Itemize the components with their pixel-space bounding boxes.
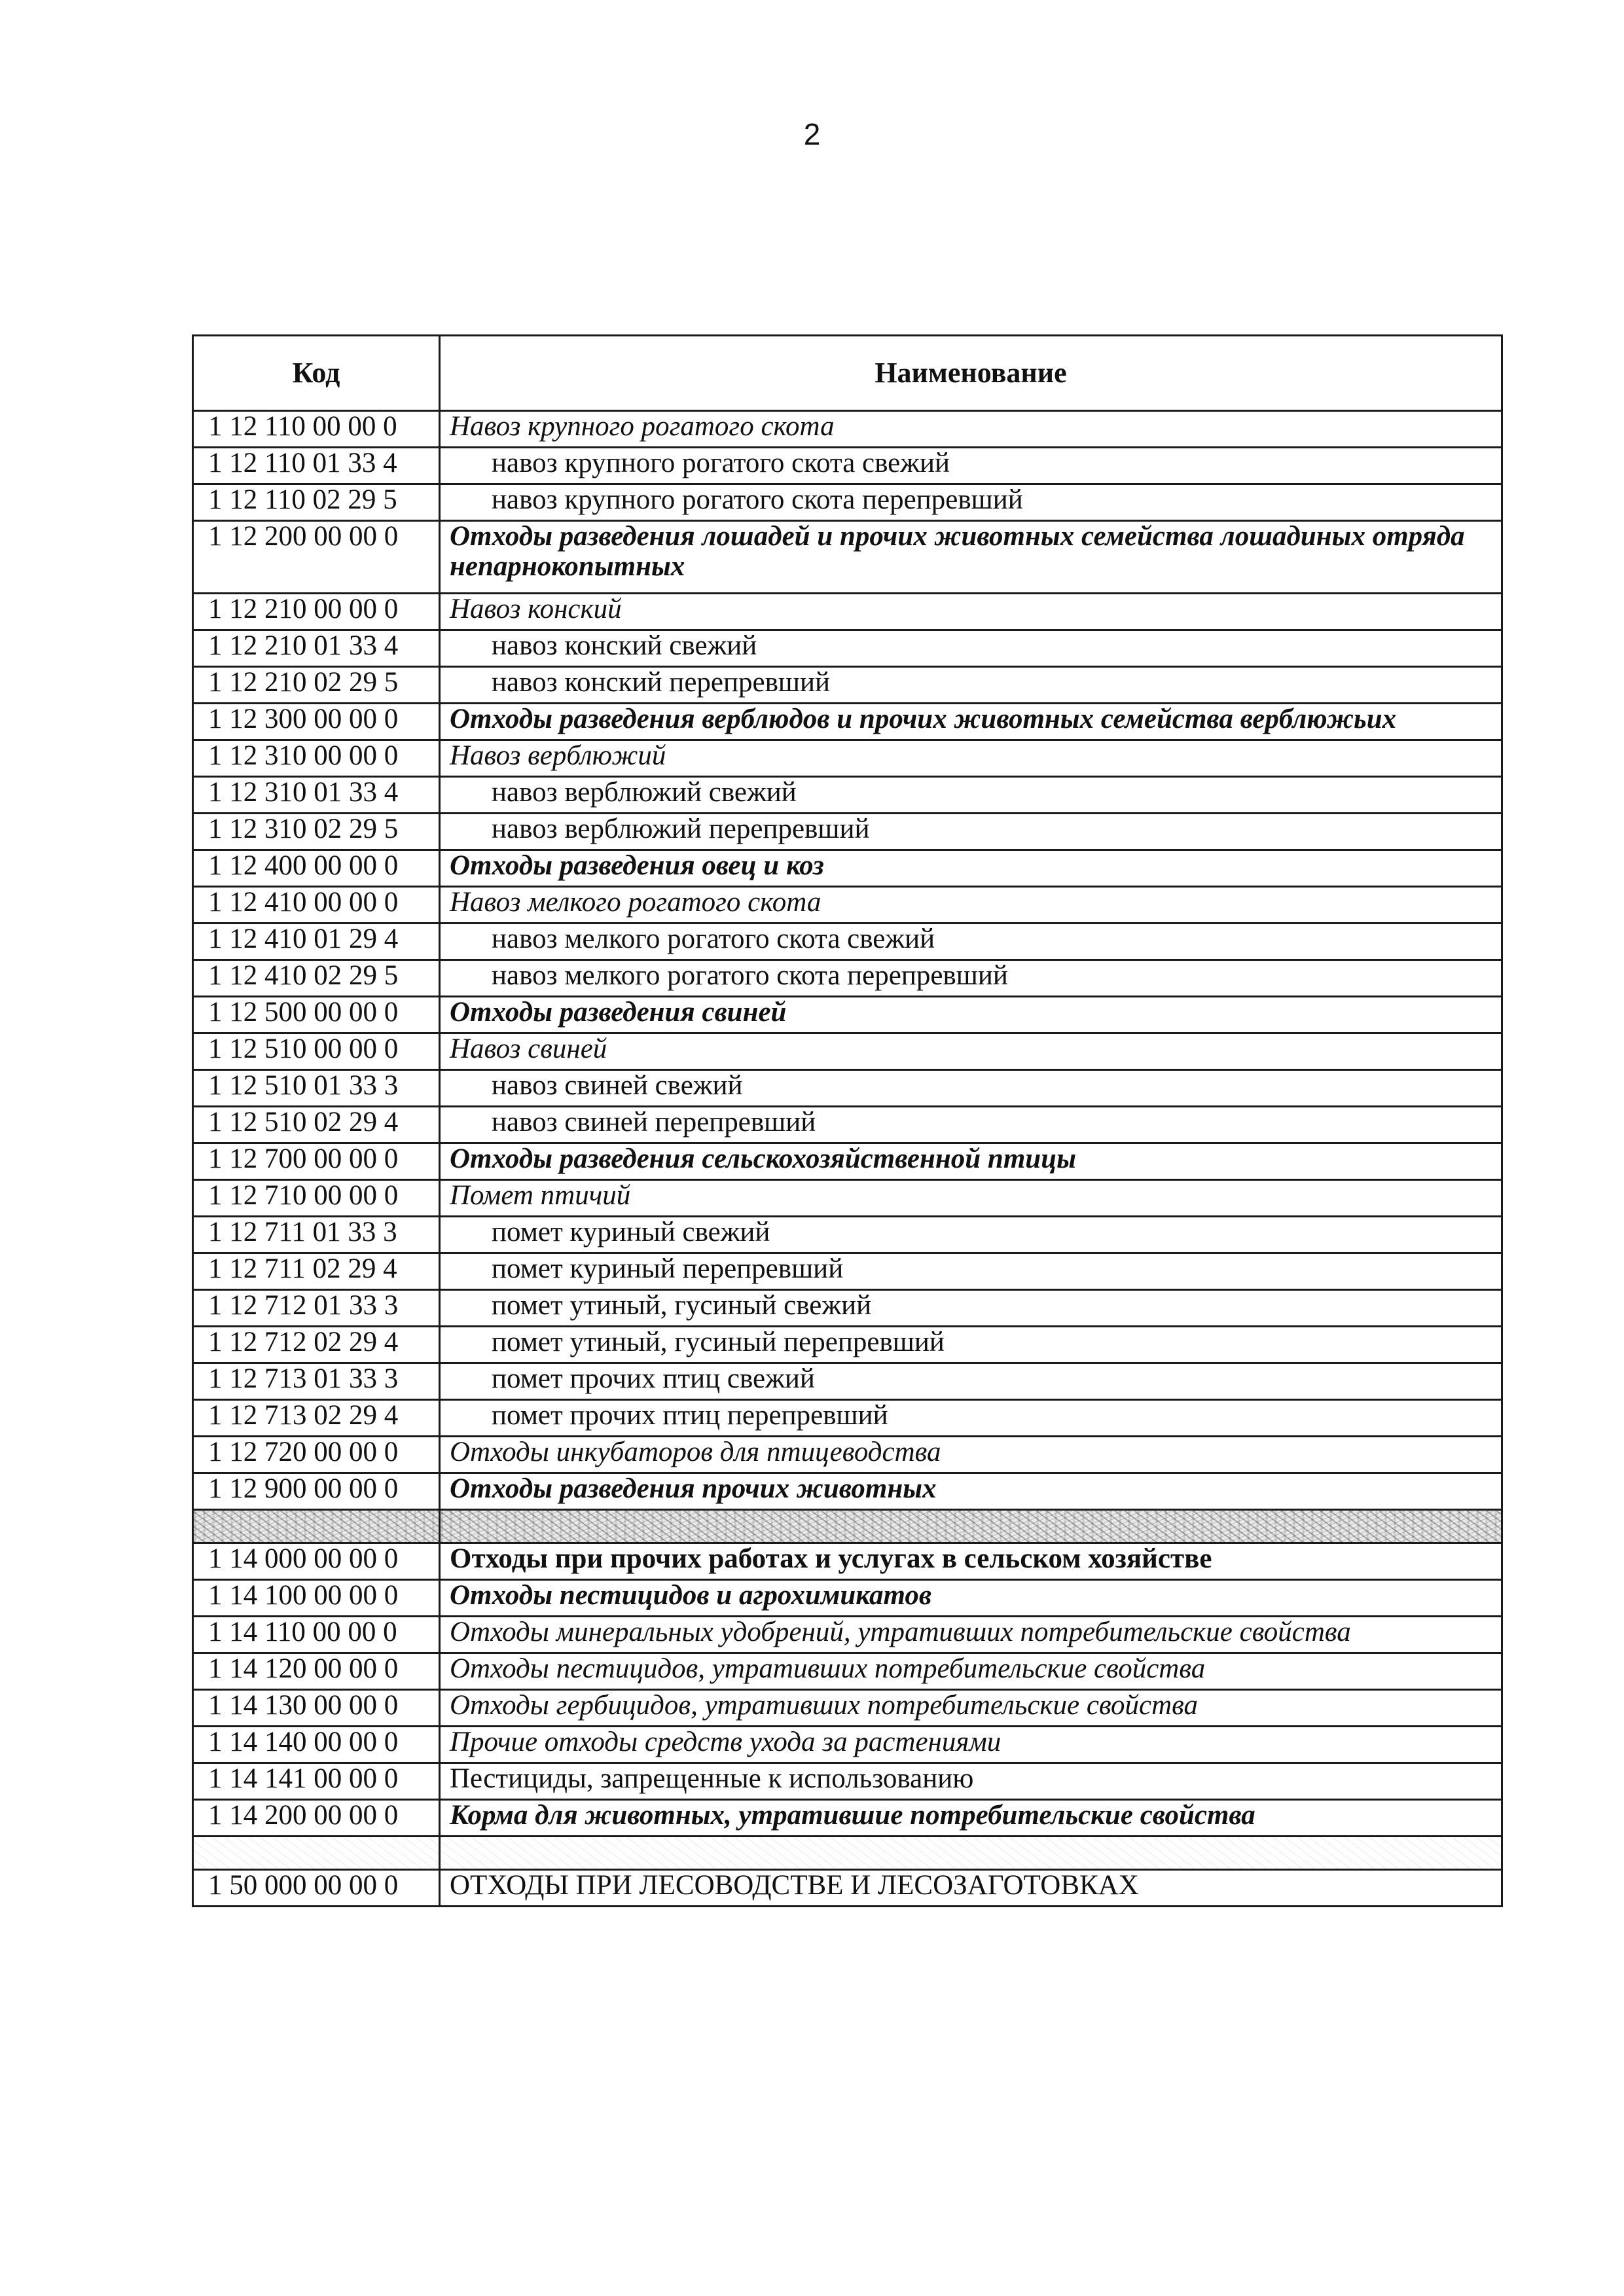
row-name: навоз крупного рогатого скота свежий	[440, 448, 1502, 484]
table-row	[193, 850, 1502, 887]
row-code: 1 12 510 02 29 4	[193, 1107, 440, 1143]
table-row	[193, 411, 1502, 448]
row-name: навоз мелкого рогатого скота свежий	[440, 924, 1502, 960]
row-code: 1 12 300 00 00 0	[193, 704, 440, 740]
row-code: 1 14 000 00 00 0	[193, 1543, 440, 1580]
row-code: 1 14 141 00 00 0	[193, 1763, 440, 1800]
table-row	[193, 740, 1502, 777]
row-code	[193, 1510, 440, 1543]
row-code: 1 12 510 01 33 3	[193, 1070, 440, 1107]
table-header-row	[193, 336, 1502, 411]
row-code: 1 12 713 01 33 3	[193, 1363, 440, 1400]
table-row	[193, 814, 1502, 850]
table-row	[193, 1033, 1502, 1070]
row-name: помет куриный свежий	[440, 1217, 1502, 1253]
row-code: 1 14 110 00 00 0	[193, 1617, 440, 1653]
table-row	[193, 1253, 1502, 1290]
table-row	[193, 1543, 1502, 1580]
row-code: 1 12 210 02 29 5	[193, 667, 440, 704]
table-row	[193, 448, 1502, 484]
row-name: навоз верблюжий свежий	[440, 777, 1502, 814]
row-name: Навоз конский	[440, 594, 1502, 630]
row-name: навоз свиней перепревший	[440, 1107, 1502, 1143]
table-row	[193, 1143, 1502, 1180]
row-name: навоз мелкого рогатого скота перепревший	[440, 960, 1502, 997]
row-code: 1 14 140 00 00 0	[193, 1727, 440, 1763]
row-name	[440, 1510, 1502, 1543]
row-code: 1 12 200 00 00 0	[193, 521, 440, 594]
table-row	[193, 1763, 1502, 1800]
row-code: 1 12 110 02 29 5	[193, 484, 440, 521]
row-name: Пестициды, запрещенные к использованию	[440, 1763, 1502, 1800]
row-name: Отходы разведения верблюдов и прочих животных семейства верблюжьих	[440, 704, 1502, 740]
row-name: Прочие отходы средств ухода за растениями	[440, 1727, 1502, 1763]
row-code: 1 14 200 00 00 0	[193, 1800, 440, 1837]
table-row	[193, 667, 1502, 704]
row-name: помет утиный, гусиный перепревший	[440, 1327, 1502, 1363]
row-name	[440, 1837, 1502, 1870]
row-code: 1 14 100 00 00 0	[193, 1580, 440, 1617]
row-name: Корма для животных, утратившие потребительские свойства	[440, 1800, 1502, 1837]
table-row	[193, 630, 1502, 667]
row-name: Навоз крупного рогатого скота	[440, 411, 1502, 448]
table-row	[193, 960, 1502, 997]
row-code: 1 12 710 00 00 0	[193, 1180, 440, 1217]
row-code: 1 14 120 00 00 0	[193, 1653, 440, 1690]
row-code: 1 12 400 00 00 0	[193, 850, 440, 887]
row-code: 1 12 210 01 33 4	[193, 630, 440, 667]
table-row	[193, 1870, 1502, 1907]
row-name: Навоз верблюжий	[440, 740, 1502, 777]
table-row	[193, 1837, 1502, 1870]
table-row	[193, 704, 1502, 740]
row-name: Отходы инкубаторов для птицеводства	[440, 1437, 1502, 1473]
row-name: Отходы разведения овец и коз	[440, 850, 1502, 887]
table-row	[193, 1363, 1502, 1400]
row-name: ОТХОДЫ ПРИ ЛЕСОВОДСТВЕ И ЛЕСОЗАГОТОВКАХ	[440, 1870, 1502, 1907]
table-row	[193, 887, 1502, 924]
row-code: 1 12 510 00 00 0	[193, 1033, 440, 1070]
row-name: Отходы пестицидов, утративших потребительские свойства	[440, 1653, 1502, 1690]
row-code: 1 12 712 02 29 4	[193, 1327, 440, 1363]
table-row	[193, 1217, 1502, 1253]
row-name: помет утиный, гусиный свежий	[440, 1290, 1502, 1327]
table-row	[193, 1290, 1502, 1327]
table-row	[193, 1473, 1502, 1510]
row-code: 1 12 500 00 00 0	[193, 997, 440, 1033]
waste-code-table	[192, 334, 1503, 1907]
table-row	[193, 1070, 1502, 1107]
table-row	[193, 484, 1502, 521]
row-code: 1 12 310 02 29 5	[193, 814, 440, 850]
row-code: 1 14 130 00 00 0	[193, 1690, 440, 1727]
row-code	[193, 1837, 440, 1870]
row-code: 1 12 110 01 33 4	[193, 448, 440, 484]
table-row	[193, 1510, 1502, 1543]
row-name: Отходы при прочих работах и услугах в сельском хозяйстве	[440, 1543, 1502, 1580]
row-name: навоз верблюжий перепревший	[440, 814, 1502, 850]
table-row	[193, 777, 1502, 814]
row-name: Навоз мелкого рогатого скота	[440, 887, 1502, 924]
table-row	[193, 521, 1502, 594]
row-name: навоз свиней свежий	[440, 1070, 1502, 1107]
row-name: Отходы разведения лошадей и прочих животных семейства лошадиных отряда непарнокопытных	[440, 521, 1502, 594]
row-name: помет прочих птиц перепревший	[440, 1400, 1502, 1437]
row-code: 1 12 210 00 00 0	[193, 594, 440, 630]
row-name: Отходы минеральных удобрений, утративших потребительские свойства	[440, 1617, 1502, 1653]
row-name: Отходы пестицидов и агрохимикатов	[440, 1580, 1502, 1617]
column-header-code: Код	[193, 336, 440, 411]
row-name: Отходы гербицидов, утративших потребительские свойства	[440, 1690, 1502, 1727]
table-row	[193, 997, 1502, 1033]
row-name: Отходы разведения прочих животных	[440, 1473, 1502, 1510]
row-code: 1 12 310 00 00 0	[193, 740, 440, 777]
row-code: 1 12 712 01 33 3	[193, 1290, 440, 1327]
table-row	[193, 594, 1502, 630]
row-name: навоз конский перепревший	[440, 667, 1502, 704]
row-code: 1 12 900 00 00 0	[193, 1473, 440, 1510]
row-code: 1 12 310 01 33 4	[193, 777, 440, 814]
table-row	[193, 1180, 1502, 1217]
column-header-name: Наименование	[440, 336, 1502, 411]
row-code: 1 12 720 00 00 0	[193, 1437, 440, 1473]
table-row	[193, 924, 1502, 960]
row-name: Отходы разведения сельскохозяйственной птицы	[440, 1143, 1502, 1180]
row-code: 1 12 711 02 29 4	[193, 1253, 440, 1290]
row-name: навоз конский свежий	[440, 630, 1502, 667]
table-body	[193, 411, 1502, 1907]
row-name: Навоз свиней	[440, 1033, 1502, 1070]
row-code: 1 12 700 00 00 0	[193, 1143, 440, 1180]
row-name: помет куриный перепревший	[440, 1253, 1502, 1290]
row-code: 1 12 410 01 29 4	[193, 924, 440, 960]
row-name: Отходы разведения свиней	[440, 997, 1502, 1033]
table-row	[193, 1107, 1502, 1143]
table-row	[193, 1800, 1502, 1837]
table-row	[193, 1400, 1502, 1437]
table-row	[193, 1327, 1502, 1363]
row-name: Помет птичий	[440, 1180, 1502, 1217]
table-row	[193, 1653, 1502, 1690]
table-row	[193, 1727, 1502, 1763]
row-name: навоз крупного рогатого скота перепревший	[440, 484, 1502, 521]
table-row	[193, 1437, 1502, 1473]
table-row	[193, 1580, 1502, 1617]
row-code: 1 50 000 00 00 0	[193, 1870, 440, 1907]
row-code: 1 12 410 02 29 5	[193, 960, 440, 997]
row-code: 1 12 410 00 00 0	[193, 887, 440, 924]
row-code: 1 12 711 01 33 3	[193, 1217, 440, 1253]
row-code: 1 12 110 00 00 0	[193, 411, 440, 448]
row-name: помет прочих птиц свежий	[440, 1363, 1502, 1400]
row-code: 1 12 713 02 29 4	[193, 1400, 440, 1437]
page-number: 2	[803, 117, 821, 151]
table-row	[193, 1617, 1502, 1653]
table-row	[193, 1690, 1502, 1727]
